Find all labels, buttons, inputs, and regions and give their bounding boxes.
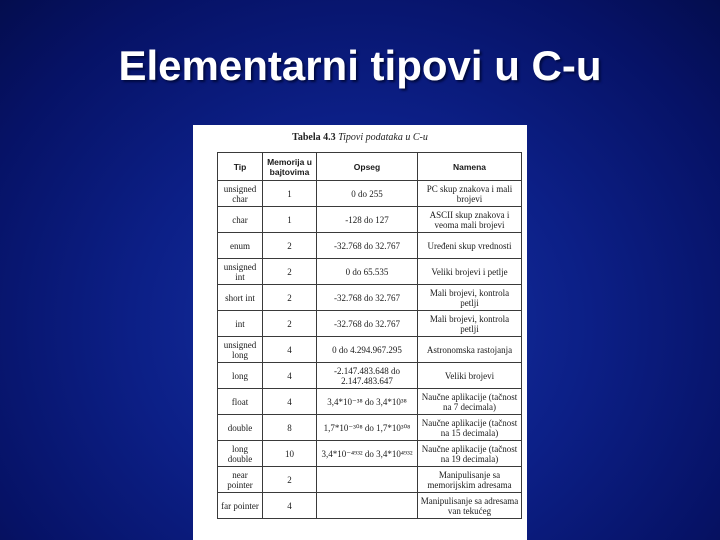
- cell-namena: ASCII skup znakova i veoma mali brojevi: [418, 207, 522, 233]
- cell-tip: int: [218, 311, 263, 337]
- cell-memorija: 2: [263, 233, 317, 259]
- cell-namena: Mali brojevi, kontrola petlji: [418, 285, 522, 311]
- table-caption-text: Tipovi podataka u C-u: [338, 132, 428, 143]
- cell-tip: double: [218, 415, 263, 441]
- cell-namena: Veliki brojevi i petlje: [418, 259, 522, 285]
- cell-opseg: 3,4*10⁻⁴⁹³² do 3,4*10⁴⁹³²: [317, 441, 418, 467]
- data-types-table: [217, 152, 522, 519]
- cell-namena: Manipulisanje sa adresama van tekućeg: [418, 493, 522, 519]
- cell-tip: long double: [218, 441, 263, 467]
- cell-memorija: 4: [263, 389, 317, 415]
- table-caption: [193, 132, 527, 143]
- header-memorija: Memorija u bajtovima: [263, 153, 317, 181]
- data-types-table-image: [193, 125, 527, 540]
- cell-memorija: 4: [263, 337, 317, 363]
- table-row: [218, 285, 522, 311]
- cell-opseg: 3,4*10⁻³⁸ do 3,4*10³⁸: [317, 389, 418, 415]
- table-row: [218, 467, 522, 493]
- cell-namena: Naučne aplikacije (tačnost na 15 decimala): [418, 415, 522, 441]
- cell-memorija: 4: [263, 363, 317, 389]
- cell-namena: Astronomska rastojanja: [418, 337, 522, 363]
- cell-tip: near pointer: [218, 467, 263, 493]
- cell-memorija: 10: [263, 441, 317, 467]
- table-row: [218, 181, 522, 207]
- cell-tip: char: [218, 207, 263, 233]
- cell-opseg: 0 do 65.535: [317, 259, 418, 285]
- cell-opseg: -32.768 do 32.767: [317, 311, 418, 337]
- cell-memorija: 8: [263, 415, 317, 441]
- table-row: [218, 389, 522, 415]
- table-caption-number: Tabela 4.3: [292, 132, 336, 143]
- cell-namena: Mali brojevi, kontrola petlji: [418, 311, 522, 337]
- cell-opseg: 0 do 4.294.967.295: [317, 337, 418, 363]
- cell-namena: Naučne aplikacije (tačnost na 7 decimala): [418, 389, 522, 415]
- cell-tip: enum: [218, 233, 263, 259]
- table-row: [218, 415, 522, 441]
- cell-tip: long: [218, 363, 263, 389]
- cell-memorija: 2: [263, 259, 317, 285]
- table-row: [218, 493, 522, 519]
- cell-opseg: 0 do 255: [317, 181, 418, 207]
- cell-opseg: -2.147.483.648 do 2.147.483.647: [317, 363, 418, 389]
- cell-namena: PC skup znakova i mali brojevi: [418, 181, 522, 207]
- table-row: [218, 259, 522, 285]
- cell-namena: Veliki brojevi: [418, 363, 522, 389]
- cell-memorija: 1: [263, 181, 317, 207]
- table-row: [218, 311, 522, 337]
- cell-tip: float: [218, 389, 263, 415]
- table-row: [218, 207, 522, 233]
- cell-tip: far pointer: [218, 493, 263, 519]
- cell-tip: unsigned int: [218, 259, 263, 285]
- table-row: [218, 441, 522, 467]
- header-tip: Tip: [218, 153, 263, 181]
- cell-opseg: 1,7*10⁻³⁰⁸ do 1,7*10³⁰⁸: [317, 415, 418, 441]
- table-row: [218, 233, 522, 259]
- slide-title: Elementarni tipovi u C-u: [118, 42, 602, 89]
- cell-namena: Uređeni skup vrednosti: [418, 233, 522, 259]
- cell-memorija: 1: [263, 207, 317, 233]
- header-opseg: Opseg: [317, 153, 418, 181]
- cell-tip: unsigned long: [218, 337, 263, 363]
- cell-opseg: [317, 493, 418, 519]
- cell-tip: unsigned char: [218, 181, 263, 207]
- table-header-row: [218, 153, 522, 181]
- cell-namena: Naučne aplikacije (tačnost na 19 decimala): [418, 441, 522, 467]
- cell-opseg: -32.768 do 32.767: [317, 233, 418, 259]
- cell-tip: short int: [218, 285, 263, 311]
- cell-opseg: -128 do 127: [317, 207, 418, 233]
- cell-opseg: -32.768 do 32.767: [317, 285, 418, 311]
- cell-memorija: 2: [263, 285, 317, 311]
- cell-namena: Manipulisanje sa memorijskim adresama: [418, 467, 522, 493]
- cell-memorija: 4: [263, 493, 317, 519]
- header-namena: Namena: [418, 153, 522, 181]
- cell-opseg: [317, 467, 418, 493]
- cell-memorija: 2: [263, 311, 317, 337]
- table-row: [218, 363, 522, 389]
- table-row: [218, 337, 522, 363]
- cell-memorija: 2: [263, 467, 317, 493]
